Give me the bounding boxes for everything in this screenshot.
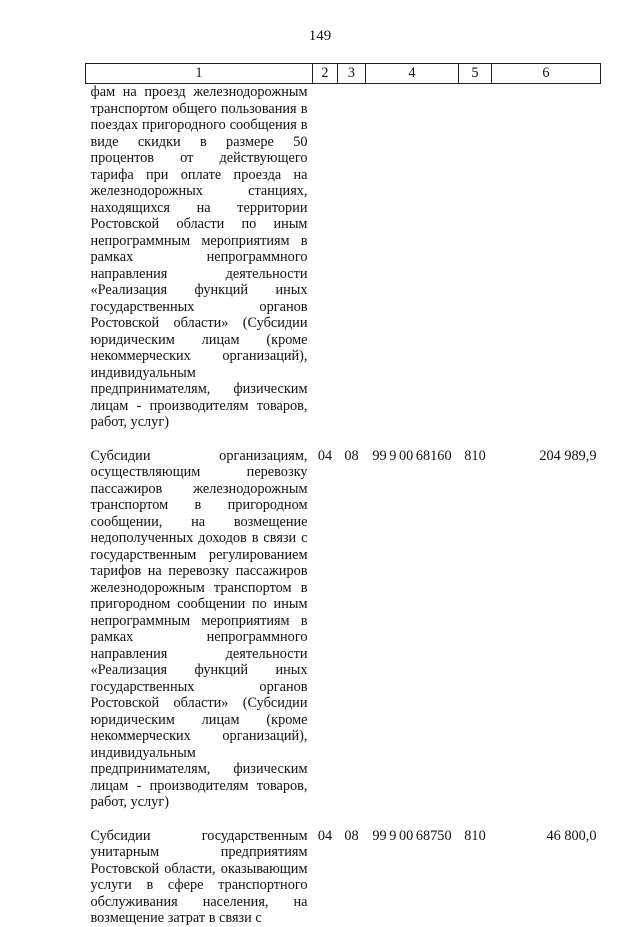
row-section [313, 84, 338, 448]
header-col-5: 5 [459, 64, 492, 84]
page-number: 149 [308, 28, 332, 44]
row-subsection: 08 [344, 827, 359, 844]
row-subsection: 08 [344, 447, 359, 464]
table-row [86, 448, 601, 828]
header-col-4: 4 [366, 64, 459, 84]
row-subsection [338, 84, 366, 448]
row-amount: 204 989,9 [539, 447, 597, 464]
row-target-code: 99 9 00 68160 [372, 447, 452, 464]
header-col-6: 6 [492, 64, 601, 84]
row-expense-type: 810 [464, 827, 486, 844]
row-description: Субсидии государственным унитарным предприятиям Ростовской области, оказывающим услуги в сфере транспортного обслуживания населения, на возмещение затрат в связи с [90, 827, 308, 926]
row-amount [492, 84, 601, 448]
row-description: фам на проезд железнодорожным транспортом общего пользования в поездах пригородного сообщения в виде скидки в размере 50 процентов от действующего тарифа при оплате проезда на железнодорожных станциях, находящихся на территории Ростовской области по иным непрограммным мероприятиям в рамках непрограммного направления деятельности «Реализация функций иных государственных органов Ростовской области» (Субсидии юридическим лицам (кроме некоммерческих организаций), индивидуальным предпринимателям, физическим лицам - производителям товаров, работ, услуг) [90, 84, 308, 430]
row-expense-type: 810 [464, 447, 486, 464]
table-row [86, 828, 601, 927]
header-col-2: 2 [313, 64, 338, 84]
header-col-1: 1 [86, 64, 313, 84]
row-target-code: 99 9 00 68750 [372, 827, 452, 844]
budget-table [85, 63, 601, 927]
header-row [86, 64, 601, 84]
row-description: Субсидии организациям, осуществляющим перевозку пассажиров железнодорожным транспортом в пригородном сообщении, на возмещение недополученных доходов в связи с государственным регулированием тарифов на перевозку пассажиров железнодорожным транспортом в пригородном сообщении по иным непрограммным мероприятиям в рамках непрограммного направления деятельности «Реализация функций иных государственных органов Ростовской области» (Субсидии юридическим лицам (кроме некоммерческих организаций), индивидуальным предпринимателям, физическим лицам - производителям товаров, работ, услуг) [90, 447, 308, 810]
row-section: 04 [317, 827, 333, 844]
row-expense-type [459, 84, 492, 448]
row-section: 04 [317, 447, 333, 464]
header-col-3: 3 [338, 64, 366, 84]
row-target-code [366, 84, 459, 448]
table-row [86, 84, 601, 448]
row-amount: 46 800,0 [546, 827, 597, 844]
